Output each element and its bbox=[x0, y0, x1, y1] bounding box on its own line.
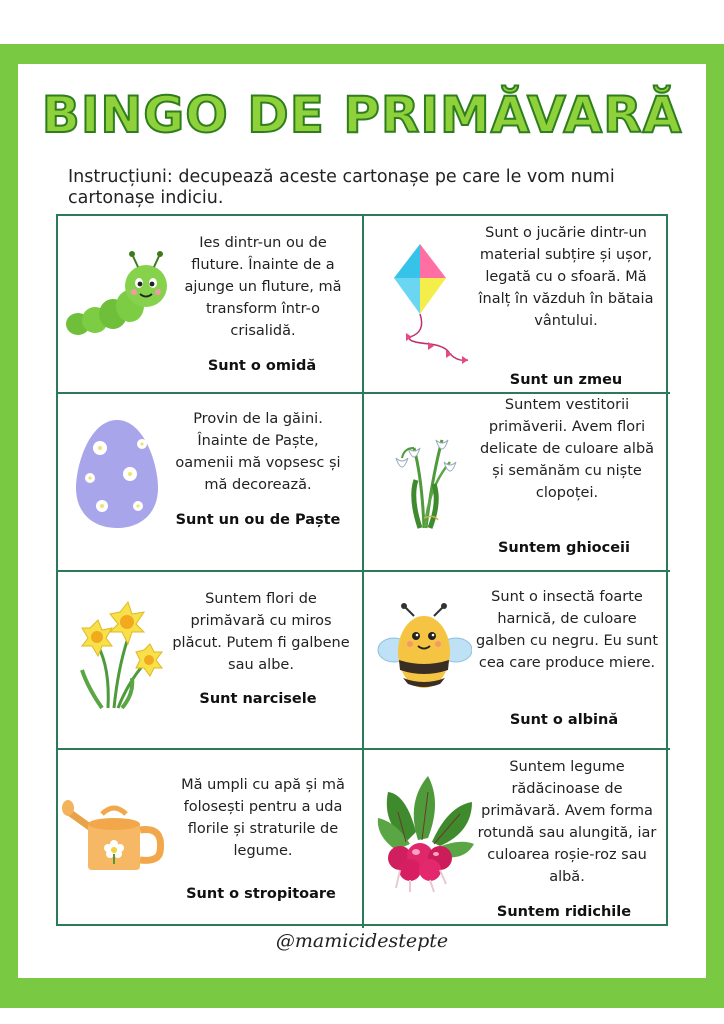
watering-can-icon bbox=[62, 796, 166, 872]
bingo-card-easter-egg bbox=[58, 394, 364, 572]
bingo-card-daffodil bbox=[58, 572, 364, 750]
card-answer: Suntem ridichile bbox=[496, 904, 632, 920]
card-answer: Sunt o stropitoare bbox=[186, 886, 336, 902]
card-answer: Sunt un ou de Paște bbox=[175, 512, 341, 528]
card-description: Suntem legume rădăcinoase de primăvară. Avem forma rotundă sau alungită, iar culoarea roșie-roz sau albă. bbox=[477, 759, 657, 885]
card-description: Suntem vestitorii primăverii. Avem flori delicate de culoare albă și semănăm cu niște clopoței. bbox=[479, 397, 655, 501]
card-answer: Sunt un zmeu bbox=[509, 372, 623, 388]
bingo-card-grid bbox=[56, 214, 668, 926]
easter-egg-icon bbox=[72, 414, 162, 534]
card-description: Provin de la găini. Înainte de Paște, oamenii mă vopsesc și mă decorează. bbox=[175, 411, 341, 493]
caterpillar-icon bbox=[62, 248, 172, 343]
bee-icon bbox=[376, 602, 472, 702]
bingo-card-bee bbox=[364, 572, 670, 750]
card-description: Suntem flori de primăvară cu miros plăcut. Putem fi galbene sau albe. bbox=[172, 591, 350, 673]
snowdrop-icon bbox=[394, 418, 464, 530]
bingo-card-kite bbox=[364, 216, 670, 394]
card-description: Sunt o insectă foarte harnică, de culoare galben cu negru. Eu sunt cea care produce miere. bbox=[475, 589, 659, 671]
card-description: Sunt o jucărie dintr-un material subțire și ușor, legată cu o sfoară. Mă înalț în văzduh în bătaia vântului. bbox=[478, 225, 654, 329]
bingo-card-snowdrop bbox=[364, 394, 670, 572]
daffodil-icon bbox=[68, 598, 168, 710]
card-answer: Sunt narcisele bbox=[199, 691, 317, 707]
bingo-card-caterpillar bbox=[58, 216, 364, 394]
bingo-card-radish bbox=[364, 750, 670, 928]
card-description: Mă umpli cu apă și mă folosești pentru a uda florile și straturile de legume. bbox=[181, 777, 345, 859]
card-answer: Sunt o albină bbox=[509, 712, 619, 728]
card-description: Ies dintr-un ou de fluture. Înainte de a ajunge un fluture, mă transform într-o crisalidă. bbox=[184, 235, 342, 339]
instructions-text: Instrucțiuni: decupează aceste cartonașe pe care le vom numi cartonașe indiciu. bbox=[68, 167, 615, 208]
card-answer: Suntem ghioceii bbox=[497, 540, 630, 556]
radish-icon bbox=[376, 772, 476, 894]
bingo-card-watering-can bbox=[58, 750, 364, 928]
author-handle: @mamicidestepte bbox=[275, 930, 449, 952]
card-answer: Sunt o omidă bbox=[207, 358, 317, 374]
page-title: BINGO DE PRIMĂVARĂ bbox=[41, 86, 683, 144]
kite-icon bbox=[386, 242, 481, 367]
